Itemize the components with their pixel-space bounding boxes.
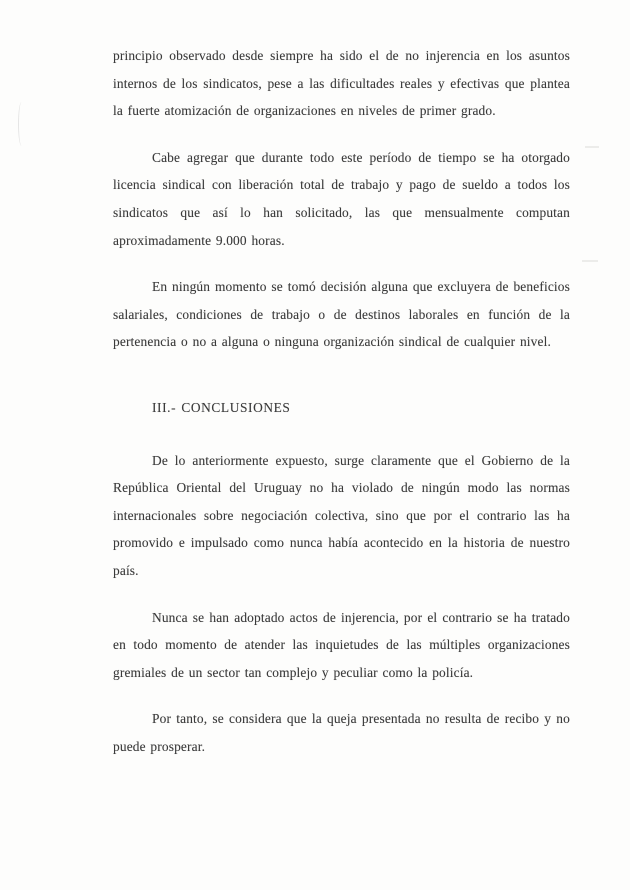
paragraph: Nunca se han adoptado actos de injerencia, por el contrario se ha tratado en todo momento de atender las inquietudes de las múltiples organizaciones gremiales de un sector tan complejo y peculiar como la policía.	[113, 609, 570, 680]
scan-artifact-right-margin	[582, 260, 598, 262]
section-heading-conclusiones: III.- CONCLUSIONES	[152, 399, 291, 415]
paragraph-final: Por tanto, se considera que la queja presentada no resulta de recibo y no puede prosperar.	[113, 711, 570, 754]
paragraph: Cabe agregar que durante todo este período de tiempo se ha otorgado licencia sindical con liberación total de trabajo y pago de sueldo a todos los sindicatos que así lo han solicitado, las que mensualmente computan aproximadamente 9.000 horas.	[113, 149, 570, 248]
paragraph-continuation: principio observado desde siempre ha sido el de no injerencia en los asuntos internos de los sindicatos, pese a las dificultades reales y efectivas que plantea la fuerte atomización de organizaciones en niveles de primer grado.	[113, 48, 570, 119]
scan-artifact-left-margin	[18, 102, 25, 146]
scan-artifact-right-margin	[585, 146, 599, 148]
document-text-block	[113, 42, 570, 760]
paragraph: De lo anteriormente expuesto, surge claramente que el Gobierno de la República Oriental del Uruguay no ha violado de ningún modo las normas internacionales sobre negociación colectiva, sino que por el contrario las ha promovido e impulsado como nunca había acontecido en la historia de nuestro país.	[113, 452, 570, 578]
paragraph: En ningún momento se tomó decisión alguna que excluyera de beneficios salariales, condiciones de trabajo o de destinos laborales en función de la pertenencia o no a alguna o ninguna organización sindical de cualquier nivel.	[113, 279, 570, 350]
